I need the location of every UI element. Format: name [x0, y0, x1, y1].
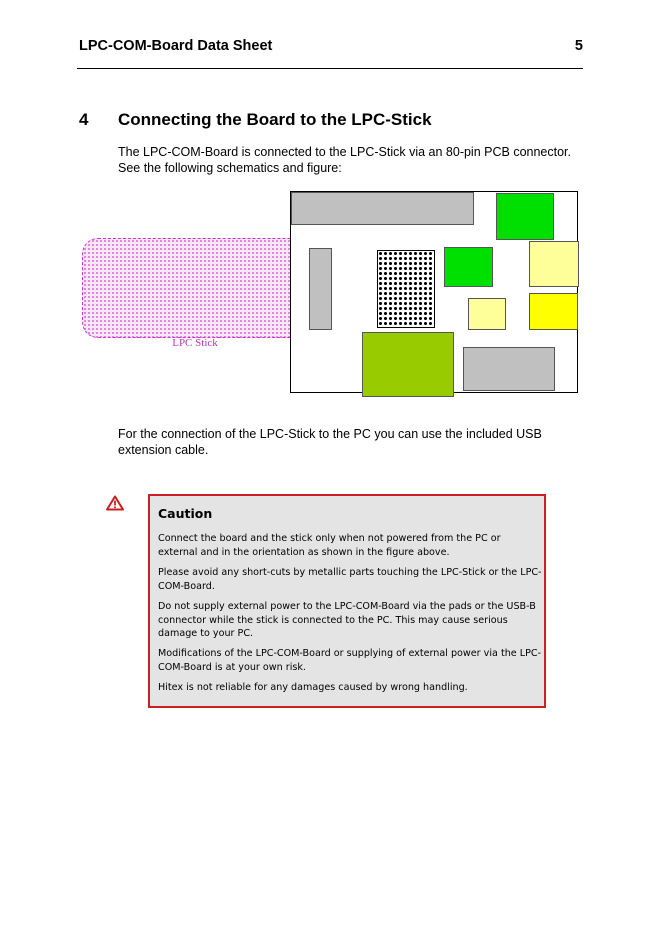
yellow-component: [529, 293, 578, 330]
caution-title: Caution: [158, 506, 213, 521]
section-number: 4: [79, 110, 89, 129]
lpc-stick-outline: [82, 238, 308, 349]
lpc-stick-label: LPC Stick: [172, 337, 218, 349]
usb-b-connector: [362, 332, 454, 397]
bottom-connector: [463, 347, 555, 391]
light-yellow-component-right: [529, 241, 579, 287]
page-number: 5: [574, 38, 583, 54]
caution-paragraph: Please avoid any short-cuts by metallic parts touching the LPC-Stick or the LPC-COM-Board.: [158, 567, 542, 592]
caution-paragraph: Connect the board and the stick only when not powered from the PC or external and in the orientation as shown in the figure above.: [158, 533, 501, 558]
header-divider: [77, 68, 583, 69]
caution-box: [148, 494, 546, 708]
caution-paragraph: Modifications of the LPC-COM-Board or supplying of external power via the LPC-COM-Board is at your own risk.: [158, 648, 542, 673]
pcb-connector-80pin: [309, 248, 332, 330]
microcontroller-chip: [377, 250, 435, 328]
green-component-middle: [444, 247, 493, 287]
light-yellow-component-small: [468, 298, 506, 330]
warning-triangle-icon: [106, 495, 124, 511]
lpc-com-board-outline: [290, 191, 578, 393]
board-schematic-figure: [80, 188, 580, 406]
intro-paragraph: The LPC-COM-Board is connected to the LPC-Stick via an 80-pin PCB connector. See the following schematics and figure:: [118, 145, 571, 175]
section-title: Connecting the Board to the LPC-Stick: [118, 110, 432, 129]
green-component-top: [496, 193, 554, 240]
caution-paragraph: Do not supply external power to the LPC-COM-Board via the pads or the USB-B connector while the stick is connected to the PC. This may cause serious damage to your PC.: [158, 601, 536, 640]
top-connector: [291, 192, 474, 225]
usb-cable-paragraph: For the connection of the LPC-Stick to the PC you can use the included USB extension cable.: [118, 427, 542, 457]
caution-paragraph: Hitex is not reliable for any damages caused by wrong handling.: [158, 682, 468, 693]
header-title: LPC-COM-Board Data Sheet: [79, 38, 273, 54]
